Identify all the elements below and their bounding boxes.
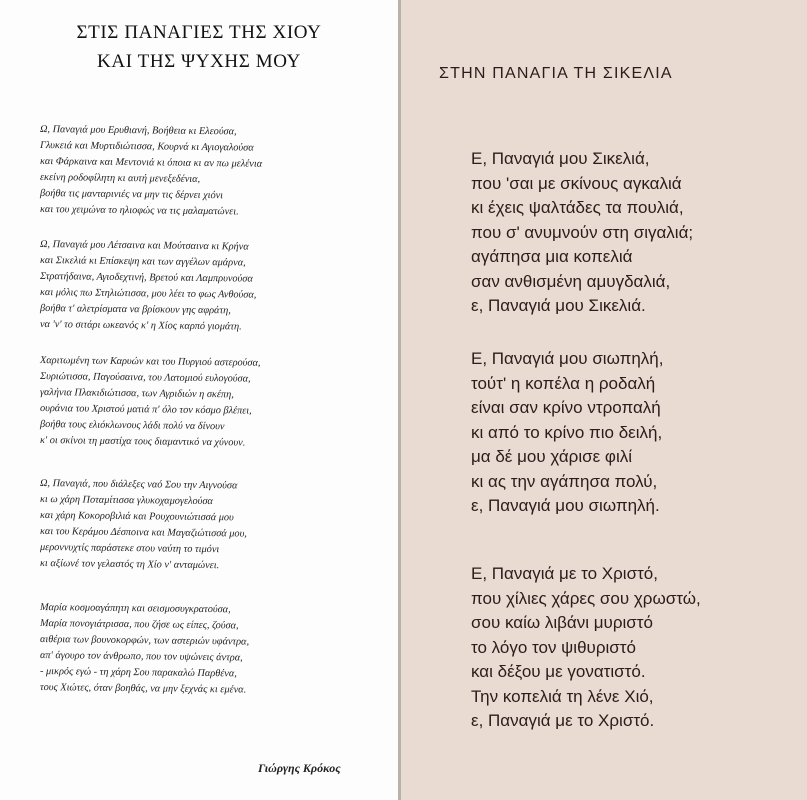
poem-line: κι ω χάρη Ποταμίτισσα γλυκοχαμογελούσα (39, 493, 213, 508)
poem-line: και χάρη Κοκοροβιλιά και Ρουχουνιώτισσά μου (39, 509, 234, 524)
poem-line: είναι σαν κρίνο ντροπαλή (471, 398, 661, 417)
poem-line: Μαρία πονογιάτρισσα, που ζήσε ως είπες, ζούσα, (39, 617, 239, 632)
left-poem-title-line-2: ΚΑΙ ΤΗΣ ΨΥΧΗΣ ΜΟΥ (97, 51, 301, 72)
poem-line: κι από το κρίνο πιο δειλή, (471, 422, 663, 442)
poem-line: βοήθα τους ελιόκλωνους λάδι πολύ να δίνουν (39, 418, 225, 432)
poem-line: ουράνια του Χριστού ματιά π' όλο τον κόσμο βλέπει, (39, 402, 252, 417)
poem-line: που σ' ανυμνούν στη σιγαλιά; (471, 222, 694, 242)
poem-line: που 'σαι με σκίνους αγκαλιά (471, 173, 682, 193)
poem-line: και του Κεράμου Δέσποινα και Μαγαζιώτισσά μου, (39, 525, 247, 540)
poem-line: Ε, Παναγιά με το Χριστό, (471, 564, 658, 583)
left-stanza-2 (40, 237, 390, 332)
poem-line: κι αξίωνέ τον γελαστός τη Χίο ν' ανταμώνει. (39, 557, 220, 571)
poem-line: Ε, Παναγιά μου σιωπηλή, (471, 349, 664, 368)
poem-line: εκείνη ροδοφίλητη κι αυτή μενεξεδένια, (39, 171, 201, 185)
poem-line: που χίλιες χάρες σου χρωστώ, (471, 588, 701, 608)
author-signature: Γιώργης Κρόκος (258, 761, 341, 775)
poem-line: Μαρία κοσμοαγάπητη και σεισμοσυγκρατούσα, (39, 602, 231, 616)
poem-line: τους Χιώτες, όταν βοηθάς, να μην ξεχνάς κι εμένα. (39, 681, 247, 696)
left-stanza-1 (40, 122, 390, 217)
poem-line: τούτ' η κοπέλα η ροδαλή (471, 373, 656, 393)
poem-line: μα δέ μου χάρισε φιλί (471, 447, 632, 466)
poem-line: κ' οι σκίνοι τη μαστίχα τους διαμαντικό να χύνουν. (39, 434, 246, 449)
poem-line: σου καίω λιβάνι μυριστό (471, 613, 653, 632)
poem-line: το λόγο τον ψιθυριστό (471, 637, 636, 657)
poem-line: Συριώτισσα, Παγούσαινα, του Λατομιού ευλογούσα, (39, 370, 251, 385)
left-page (0, 0, 398, 800)
poem-line: Ω, Παναγιά, που διάλεξες ναό Σου την Αιγνούσα (39, 478, 238, 492)
left-stanza-4 (40, 476, 390, 571)
poem-line: και Φάρκαινα και Μεντονιά κι όποια κι αν πω μελένια (39, 155, 263, 170)
poem-line: Ω, Παναγιά μου Ερυθιανή, Βοήθεια κι Ελεούσα, (39, 124, 237, 138)
poem-line: και μόλις πω Στηλιώτισσα, μου λέει το φως Ανθούσα, (39, 286, 257, 301)
poem-line: ε, Παναγιά μου Σικελιά. (471, 296, 646, 315)
poem-line: Γλυκειά και Μυρτιδιώτισσα, Κουρνά κι Αγιογαλούσα (39, 139, 254, 154)
poem-line: να 'ν' το σιτάρι ωκεανός κ' η Χίος καρπό γιομάτη. (39, 318, 242, 332)
poem-line: - μικρός εγώ - τη χάρη Σου παρακαλώ Παρθένα, (39, 665, 237, 680)
poem-line: γαλήνια Πλακιδιώτισσα, των Αγριδιών η σκέπη, (39, 386, 234, 401)
poem-line: αιθέρια των βουνοκορφών, των αστεριών υφάντρα, (39, 633, 250, 648)
poem-line: και Σικελιά κι Επίσκεψη και των αγγέλων αμάρνα, (39, 254, 246, 269)
poem-line: και του χειμώνα το ηλιοφώς να τις μαλαματώνει. (39, 203, 239, 217)
right-poem-title: ΣΤΗΝ ΠΑΝΑΓΙΑ ΤΗ ΣΙΚΕΛΙΑ (439, 65, 673, 82)
left-stanza-3 (40, 353, 390, 448)
poem-line: σαν ανθισμένη αμυγδαλιά, (471, 271, 671, 291)
poem-line: Χαριτωμένη των Καρυών και του Πυργιού αστερούσα, (39, 355, 261, 369)
poem-line: ε, Παναγιά με το Χριστό. (471, 711, 655, 730)
poem-line: μεροννυχτίς παράστεκε στου ναύτη το τιμόνι (39, 541, 220, 555)
poem-line: Ε, Παναγιά μου Σικελιά, (471, 149, 650, 168)
right-stanza-2 (471, 347, 663, 519)
poem-line: αγάπησα μια κοπελιά (471, 247, 633, 266)
poem-line: βοήθα τ' αλετρίσματα να βρίσκουν γης αφράτη, (39, 302, 231, 316)
poem-line: κι έχεις ψαλτάδες τα πουλιά, (471, 198, 684, 217)
poem-line: Την κοπελιά τη λένε Χιό, (471, 686, 654, 706)
poem-line: απ' άγουρο τον άνθρωπο, που τον υψώνεις άντρα, (39, 649, 243, 664)
poem-line: βοήθα τις μανταρινιές να μην τις δέρνει χιόνι (39, 187, 224, 201)
right-stanza-1 (471, 147, 693, 319)
poem-line: Ω, Παναγιά μου Λέτσαινα και Μούτσαινα κι Κρήνα (39, 239, 249, 253)
poem-line: Στρατήδαινα, Αγιοδεχτινή, Βρετού και Λαμπρυνούσα (39, 270, 253, 285)
left-stanza-5 (40, 600, 390, 695)
poem-line: κι ας την αγάπησα πολύ, (471, 471, 658, 491)
right-stanza-3 (471, 562, 701, 734)
poem-line: και δέξου με γονατιστό. (471, 662, 646, 681)
poem-line: ε, Παναγιά μου σιωπηλή. (471, 496, 660, 515)
left-poem-title-line-1: ΣΤΙΣ ΠΑΝΑΓΙΕΣ ΤΗΣ ΧΙΟΥ (76, 22, 322, 43)
